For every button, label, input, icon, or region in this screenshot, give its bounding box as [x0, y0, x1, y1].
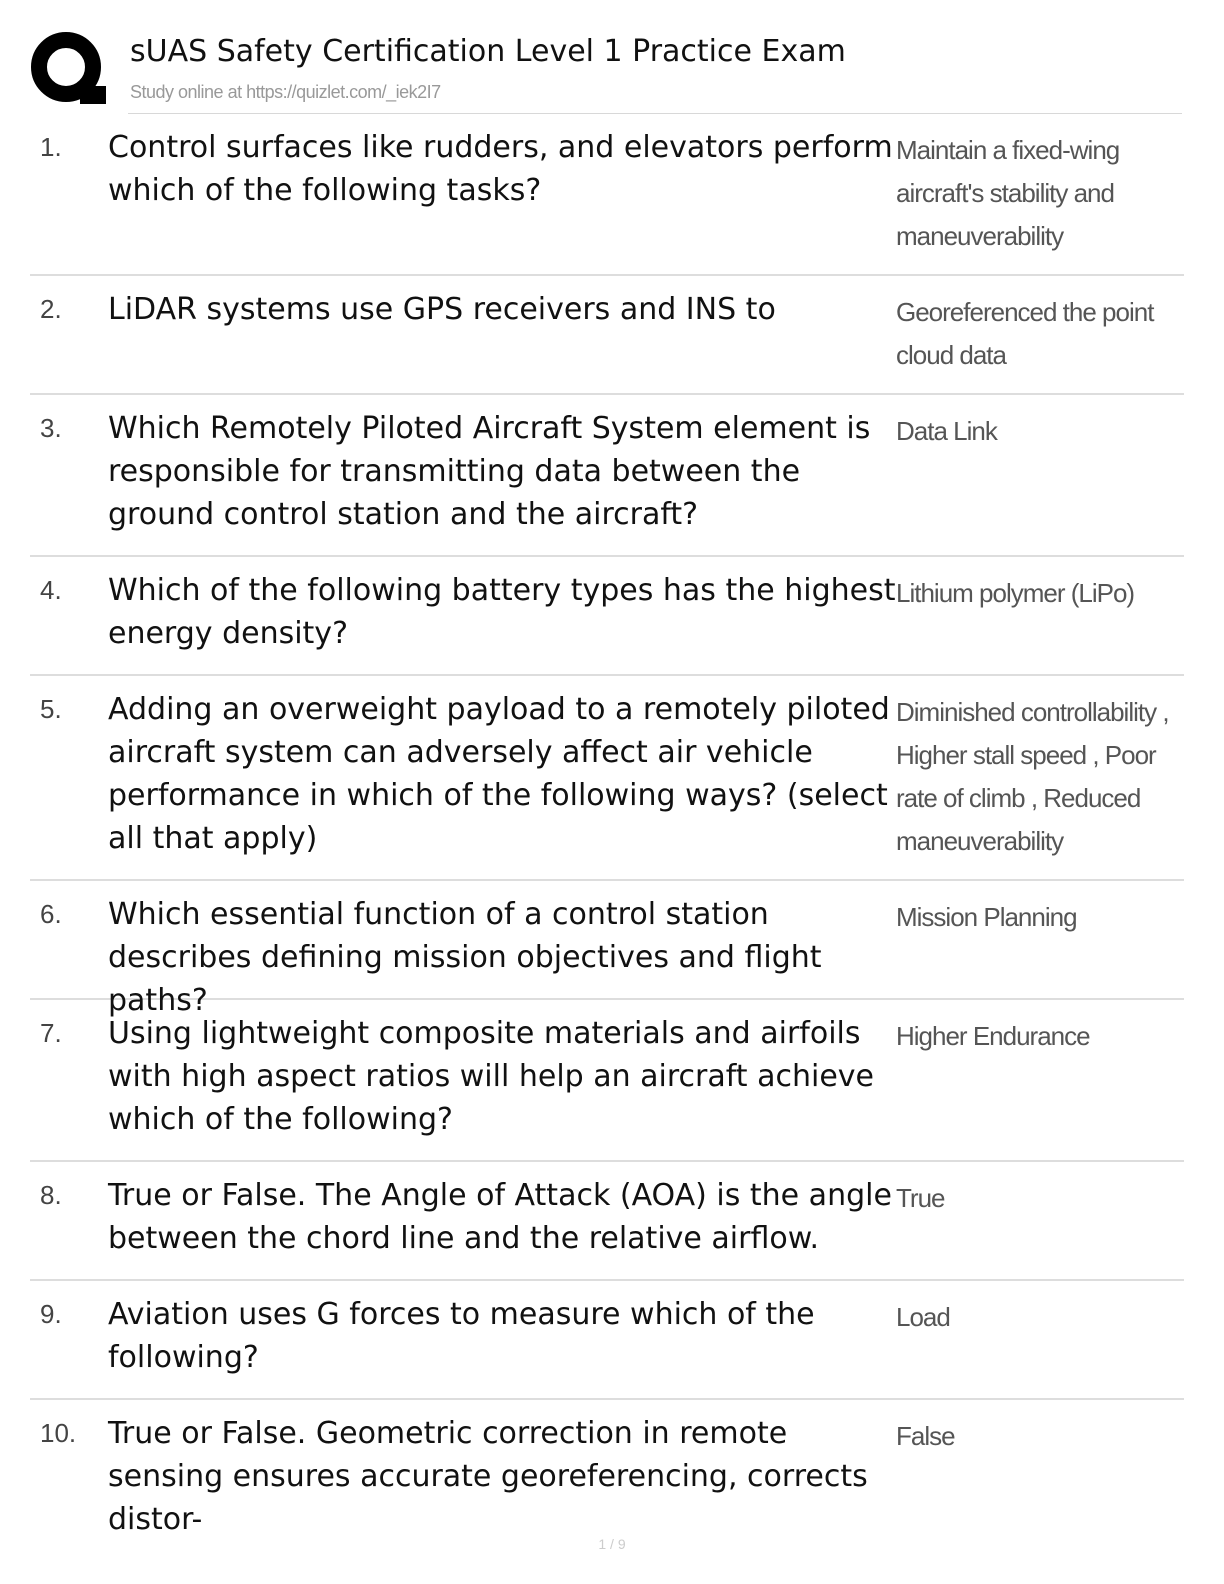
flashcard-list	[30, 114, 1184, 1537]
card-number: 10.	[40, 1418, 77, 1448]
card-answer: Load	[896, 1302, 950, 1332]
card-answer: False	[896, 1421, 955, 1451]
page-title: sUAS Safety Certification Level 1 Practice Exam	[130, 34, 846, 69]
card-answer: Mission Planning	[896, 902, 1077, 932]
flashcard-row	[30, 881, 1184, 1018]
card-question: Which Remotely Piloted Aircraft System element is responsible for transmitting data between the ground control station and the aircraft?	[108, 411, 871, 532]
card-question: True or False. Geometric correction in remote sensing ensures accurate georeferencing, corrects distor-	[108, 1416, 868, 1537]
flashcard-row	[30, 676, 1184, 881]
card-question: Using lightweight composite materials and airfoils with high aspect ratios will help an aircraft achieve which of the following?	[108, 1016, 874, 1137]
card-question: Adding an overweight payload to a remotely piloted aircraft system can adversely affect air vehicle performance in which of the following ways? (select all that apply)	[108, 692, 890, 856]
card-answer: True	[896, 1183, 945, 1213]
flashcard-row	[30, 557, 1184, 676]
card-number: 4.	[40, 575, 62, 605]
card-number: 8.	[40, 1180, 62, 1210]
card-answer: Maintain a fixed-wing aircraft's stability and maneuverability	[896, 135, 1120, 251]
flashcard-row	[30, 1281, 1184, 1400]
flashcard-row	[30, 276, 1184, 395]
card-number: 2.	[40, 294, 62, 324]
card-number: 7.	[40, 1018, 62, 1048]
card-answer: Lithium polymer (LiPo)	[896, 578, 1135, 608]
card-question: True or False. The Angle of Attack (AOA) is the angle between the chord line and the relative airflow.	[108, 1178, 892, 1256]
card-number: 9.	[40, 1299, 62, 1329]
page-number: 1 / 9	[598, 1536, 626, 1552]
card-answer: Higher Endurance	[896, 1021, 1090, 1051]
card-number: 6.	[40, 899, 62, 929]
flashcard-row	[30, 395, 1184, 557]
card-question: Control surfaces like rudders, and elevators perform which of the following tasks?	[108, 130, 893, 208]
card-number: 3.	[40, 413, 62, 443]
card-question: Aviation uses G forces to measure which of the following?	[108, 1297, 815, 1375]
study-online-link[interactable]: Study online at https://quizlet.com/_iek2I7	[130, 82, 441, 102]
card-number: 5.	[40, 694, 62, 724]
card-answer: Diminished controllability , Higher stall speed , Poor rate of climb , Reduced maneuverability	[896, 697, 1169, 856]
card-question: Which of the following battery types has the highest energy density?	[108, 573, 896, 651]
flashcard-row	[30, 1400, 1184, 1537]
card-answer: Georeferenced the point cloud data	[896, 297, 1154, 370]
card-number: 1.	[40, 132, 62, 162]
flashcard-row	[30, 1000, 1184, 1162]
card-answer: Data Link	[896, 416, 997, 446]
quizlet-logo-icon	[30, 30, 108, 108]
card-question: Which essential function of a control station describes defining mission objectives and flight paths?	[108, 897, 822, 1018]
flashcard-row	[30, 1162, 1184, 1281]
flashcard-row	[30, 114, 1184, 276]
card-question: LiDAR systems use GPS receivers and INS to	[108, 292, 776, 327]
